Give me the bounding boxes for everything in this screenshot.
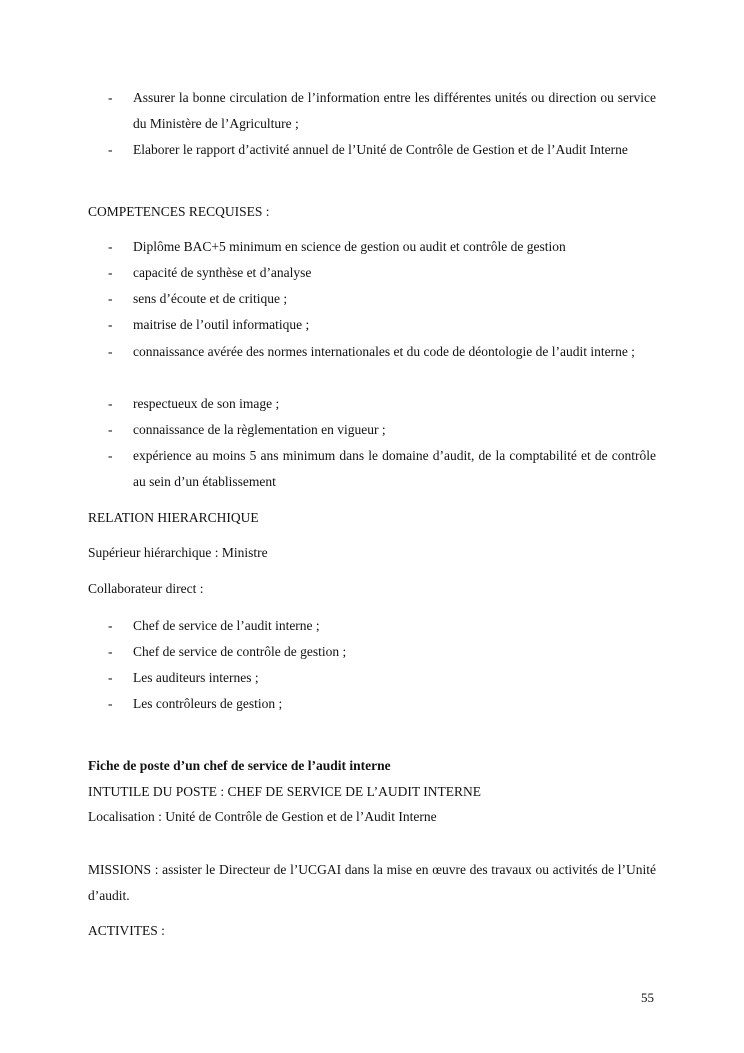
list-item (108, 137, 656, 163)
list-item-text: capacité de synthèse et d’analyse (133, 265, 312, 280)
list-item (108, 286, 656, 312)
list-item-text: respectueux de son image ; (133, 396, 280, 411)
bullet-dash: - (108, 142, 113, 157)
list-item (108, 443, 656, 495)
bullet-dash: - (108, 265, 113, 280)
bullet-dash: - (108, 644, 113, 659)
bullet-dash: - (108, 396, 113, 411)
list-item (108, 312, 656, 338)
bullet-dash: - (108, 239, 113, 254)
bullet-dash: - (108, 422, 113, 437)
list-item-text: Chef de service de l’audit interne ; (133, 618, 320, 633)
intitule-line: INTUTILE DU POSTE : CHEF DE SERVICE DE L’AUDIT INTERNE (88, 784, 482, 799)
collaborateur-heading: Collaborateur direct : (88, 581, 204, 596)
section-heading-activites: ACTIVITES : (88, 923, 165, 938)
list-item (108, 691, 656, 717)
superieur-line: Supérieur hiérarchique : Ministre (88, 545, 268, 560)
missions-paragraph: MISSIONS : assister le Directeur de l’UCGAI dans la mise en œuvre des travaux ou activités de l’Unité d’audit. (88, 862, 656, 903)
list-item (108, 260, 656, 286)
list-item-text: Chef de service de contrôle de gestion ; (133, 644, 347, 659)
bullet-dash: - (108, 448, 113, 463)
localisation-line: Localisation : Unité de Contrôle de Gestion et de l’Audit Interne (88, 809, 437, 824)
bullet-dash: - (108, 618, 113, 633)
page-number: 55 (641, 990, 654, 1005)
list-item (108, 613, 656, 639)
list-item-text: Assurer la bonne circulation de l’information entre les différentes unités ou direction ou service du Ministère de l’Agriculture ; (133, 90, 656, 131)
list-item-text: maitrise de l’outil informatique ; (133, 317, 310, 332)
bullet-dash: - (108, 90, 113, 105)
list-item-text: Elaborer le rapport d’activité annuel de l’Unité de Contrôle de Gestion et de l’Audit Interne (133, 142, 628, 157)
section-heading-competences: COMPETENCES RECQUISES : (88, 204, 270, 219)
bullet-dash: - (108, 317, 113, 332)
list-item-text: connaissance avérée des normes internationales et du code de déontologie de l’audit interne ; (133, 344, 635, 359)
list-item (108, 85, 656, 137)
section-heading-relation: RELATION HIERARCHIQUE (88, 510, 259, 525)
bullet-dash: - (108, 291, 113, 306)
list-item (108, 339, 656, 365)
list-item (108, 391, 656, 417)
list-item-text: connaissance de la règlementation en vigueur ; (133, 422, 386, 437)
list-item-text: Les contrôleurs de gestion ; (133, 696, 283, 711)
bullet-dash: - (108, 696, 113, 711)
fiche-title: Fiche de poste d’un chef de service de l’audit interne (88, 758, 391, 773)
list-item-text: sens d’écoute et de critique ; (133, 291, 288, 306)
list-item (108, 417, 656, 443)
list-item-text: Les auditeurs internes ; (133, 670, 259, 685)
bullet-dash: - (108, 670, 113, 685)
list-item (108, 234, 656, 260)
bullet-dash: - (108, 344, 113, 359)
list-item (108, 639, 656, 665)
list-item (108, 665, 656, 691)
list-item-text: Diplôme BAC+5 minimum en science de gestion ou audit et contrôle de gestion (133, 239, 566, 254)
list-item-text: expérience au moins 5 ans minimum dans le domaine d’audit, de la comptabilité et de contrôle au sein d’un établissement (133, 448, 656, 489)
